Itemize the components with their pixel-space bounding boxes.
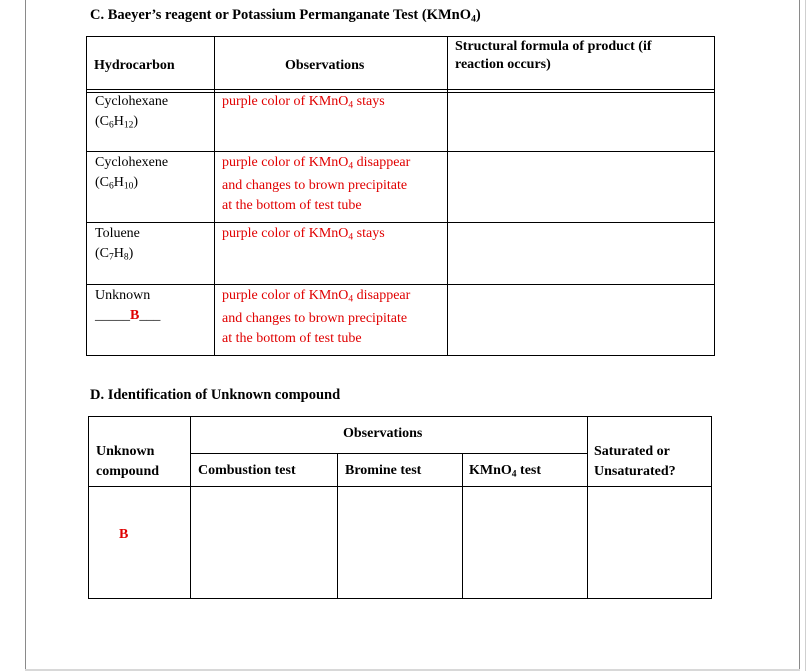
header-observations: Observations (285, 58, 365, 73)
observation-line: at the bottom of test tube (222, 198, 362, 214)
hydrocarbon-name: Toluene (95, 226, 140, 241)
page-left-border (25, 0, 26, 671)
page-right-border-outer (805, 0, 806, 671)
section-d-title: D. Identification of Unknown compound (90, 387, 341, 403)
header-product (455, 38, 652, 74)
hydrocarbon-formula: $(C_6H_{10})$ (95, 175, 139, 192)
unknown-compound-answer: B (119, 527, 129, 542)
hydrocarbon-cyclohexane (95, 92, 168, 135)
table-c-header-line-2 (86, 92, 715, 93)
table-d-col-line (462, 453, 463, 599)
header-d-observations: Observations (343, 426, 423, 441)
header-combustion-test: Combustion test (198, 463, 296, 478)
table-d-header-bottom (88, 486, 712, 487)
table-d-col-line (587, 416, 588, 599)
header-bromine-test: Bromine test (345, 463, 422, 478)
table-c-header-line-1 (86, 89, 715, 90)
observation-line: at the bottom of test tube (222, 331, 362, 347)
observation-line: and changes to brown precipitate (222, 311, 408, 327)
header-hydrocarbon: Hydrocarbon (94, 58, 175, 73)
observation-cyclohexane (222, 92, 385, 115)
header-saturated-unsaturated (594, 442, 676, 482)
hydrocarbon-name: Cyclohexene (95, 155, 169, 170)
observation-line: and changes to brown precipitate (222, 178, 408, 194)
header-saturated-line1: Saturated or (594, 444, 670, 459)
observation-line: purple color of KMnO$_4$ disappear (222, 288, 411, 305)
header-product-line2: reaction occurs) (455, 57, 551, 72)
header-saturated-line2: Unsaturated? (594, 464, 676, 479)
header-unknown-line1: Unknown (96, 444, 155, 459)
observation-unknown (222, 286, 410, 349)
section-c-title-subscript: 4 (470, 13, 476, 25)
table-c-row-line (86, 151, 715, 152)
section-c-title-text: C. Baeyer’s reagent or Potassium Permanganate Test (KMnO (90, 7, 471, 23)
observation-cyclohexene (222, 153, 410, 216)
table-c-col-line (214, 36, 215, 356)
table-c-row-line (86, 284, 715, 285)
hydrocarbon-unknown (95, 286, 160, 326)
table-d-col-line (190, 416, 191, 599)
observation-line: purple color of KMnO$_4$ disappear (222, 155, 411, 172)
table-c-col-line (447, 36, 448, 356)
observation-toluene (222, 224, 385, 247)
hydrocarbon-toluene (95, 224, 140, 267)
observation-line: purple color of KMnO$_4$ stays (222, 226, 385, 243)
section-c-title-close: ) (475, 7, 481, 23)
hydrocarbon-name: Unknown (95, 288, 151, 303)
unknown-answer: B (130, 308, 140, 323)
header-kmno4-test: KMnO$_4$ test (469, 463, 542, 480)
hydrocarbon-formula: $(C_6H_{12})$ (95, 114, 139, 131)
hydrocarbon-name: Cyclohexane (95, 94, 169, 109)
page-right-border (799, 0, 800, 671)
table-c-row-line (86, 222, 715, 223)
header-unknown-line2: compound (96, 464, 160, 479)
table-d-col-line (337, 453, 338, 599)
observation-line: purple color of KMnO$_4$ stays (222, 94, 385, 111)
header-product-line1: Structural formula of product (if (455, 39, 652, 54)
hydrocarbon-cyclohexene (95, 153, 168, 196)
header-unknown-compound (96, 442, 159, 482)
section-c-title (90, 7, 481, 24)
hydrocarbon-formula: $(C_7H_8)$ (95, 246, 134, 263)
table-d-observations-divider (191, 453, 588, 454)
unknown-answer-blank: _____B___ (95, 308, 161, 323)
